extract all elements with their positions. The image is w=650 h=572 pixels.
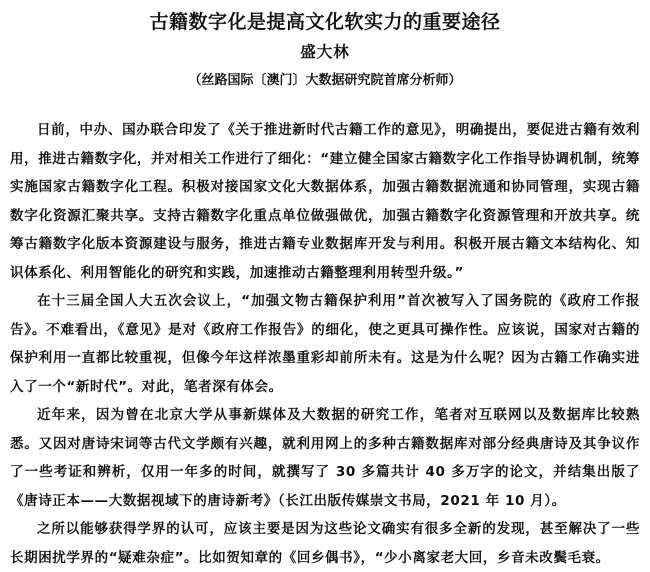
author-affiliation: （丝路国际〔澳门〕大数据研究院首席分析师）	[188, 73, 462, 88]
article-title: 古籍数字化是提高文化软实力的重要途径	[149, 11, 501, 33]
paragraph: 日前，中办、国办联合印发了《关于推进新时代古籍工作的意见》，明确提出，要促进古籍有效利用，推进古籍数字化，并对相关工作进行了细化：“建立健全国家古籍数字化工作指导协调机制，统筹实施国家古籍数字化工程。积极对接国家文化大数据体系，加强古籍数据流通和协同管理，实现古籍数字化资源汇聚共享。支持古籍数字化重点单位做强做优，加强古籍数字化资源管理和开放共享。统筹古籍数字化版本资源建设与服务，推进古籍专业数据库开发与利用。积极开展古籍文本结构化、知识体系化、利用智能化的研究和实践，加速推动古籍整理利用转型升级。”	[10, 122, 640, 281]
paragraph: 之所以能够获得学界的认可，应该主要是因为这些论文确实有很多全新的发现，甚至解决了一些长期困扰学界的“疑难杂症”。比如贺知章的《回乡偶书》，“少小离家老大回，乡音未改鬓毛衰。	[10, 521, 640, 566]
article-author: 盛大林	[300, 43, 350, 61]
paragraph: 近年来，因为曾在北京大学从事新媒体及大数据的研究工作，笔者对互联网以及数据库比较熟悉。又因对唐诗宋词等古代文学颇有兴趣，就利用网上的多种古籍数据库对部分经典唐诗及其争议作了一些考证和辨析，仅用一年多的时间，就撰写了 30 多篇共计 40 多万字的论文，并结集出版了《唐诗正本——大数据视域下的唐诗新考》（长江出版传媒崇文书局，2021 年 10 月）。	[10, 407, 640, 509]
paragraph: 在十三届全国人大五次会议上，“加强文物古籍保护利用”首次被写入了国务院的《政府工作报告》。不难看出，《意见》是对《政府工作报告》的细化，使之更具可操作性。应该说，国家对古籍的保护利用一直都比较重视，但像今年这样浓墨重彩却前所未有。这是为什么呢？因为古籍工作确实进入了一个“新时代”。对此，笔者深有体会。	[10, 293, 640, 395]
article-body	[10, 116, 640, 572]
